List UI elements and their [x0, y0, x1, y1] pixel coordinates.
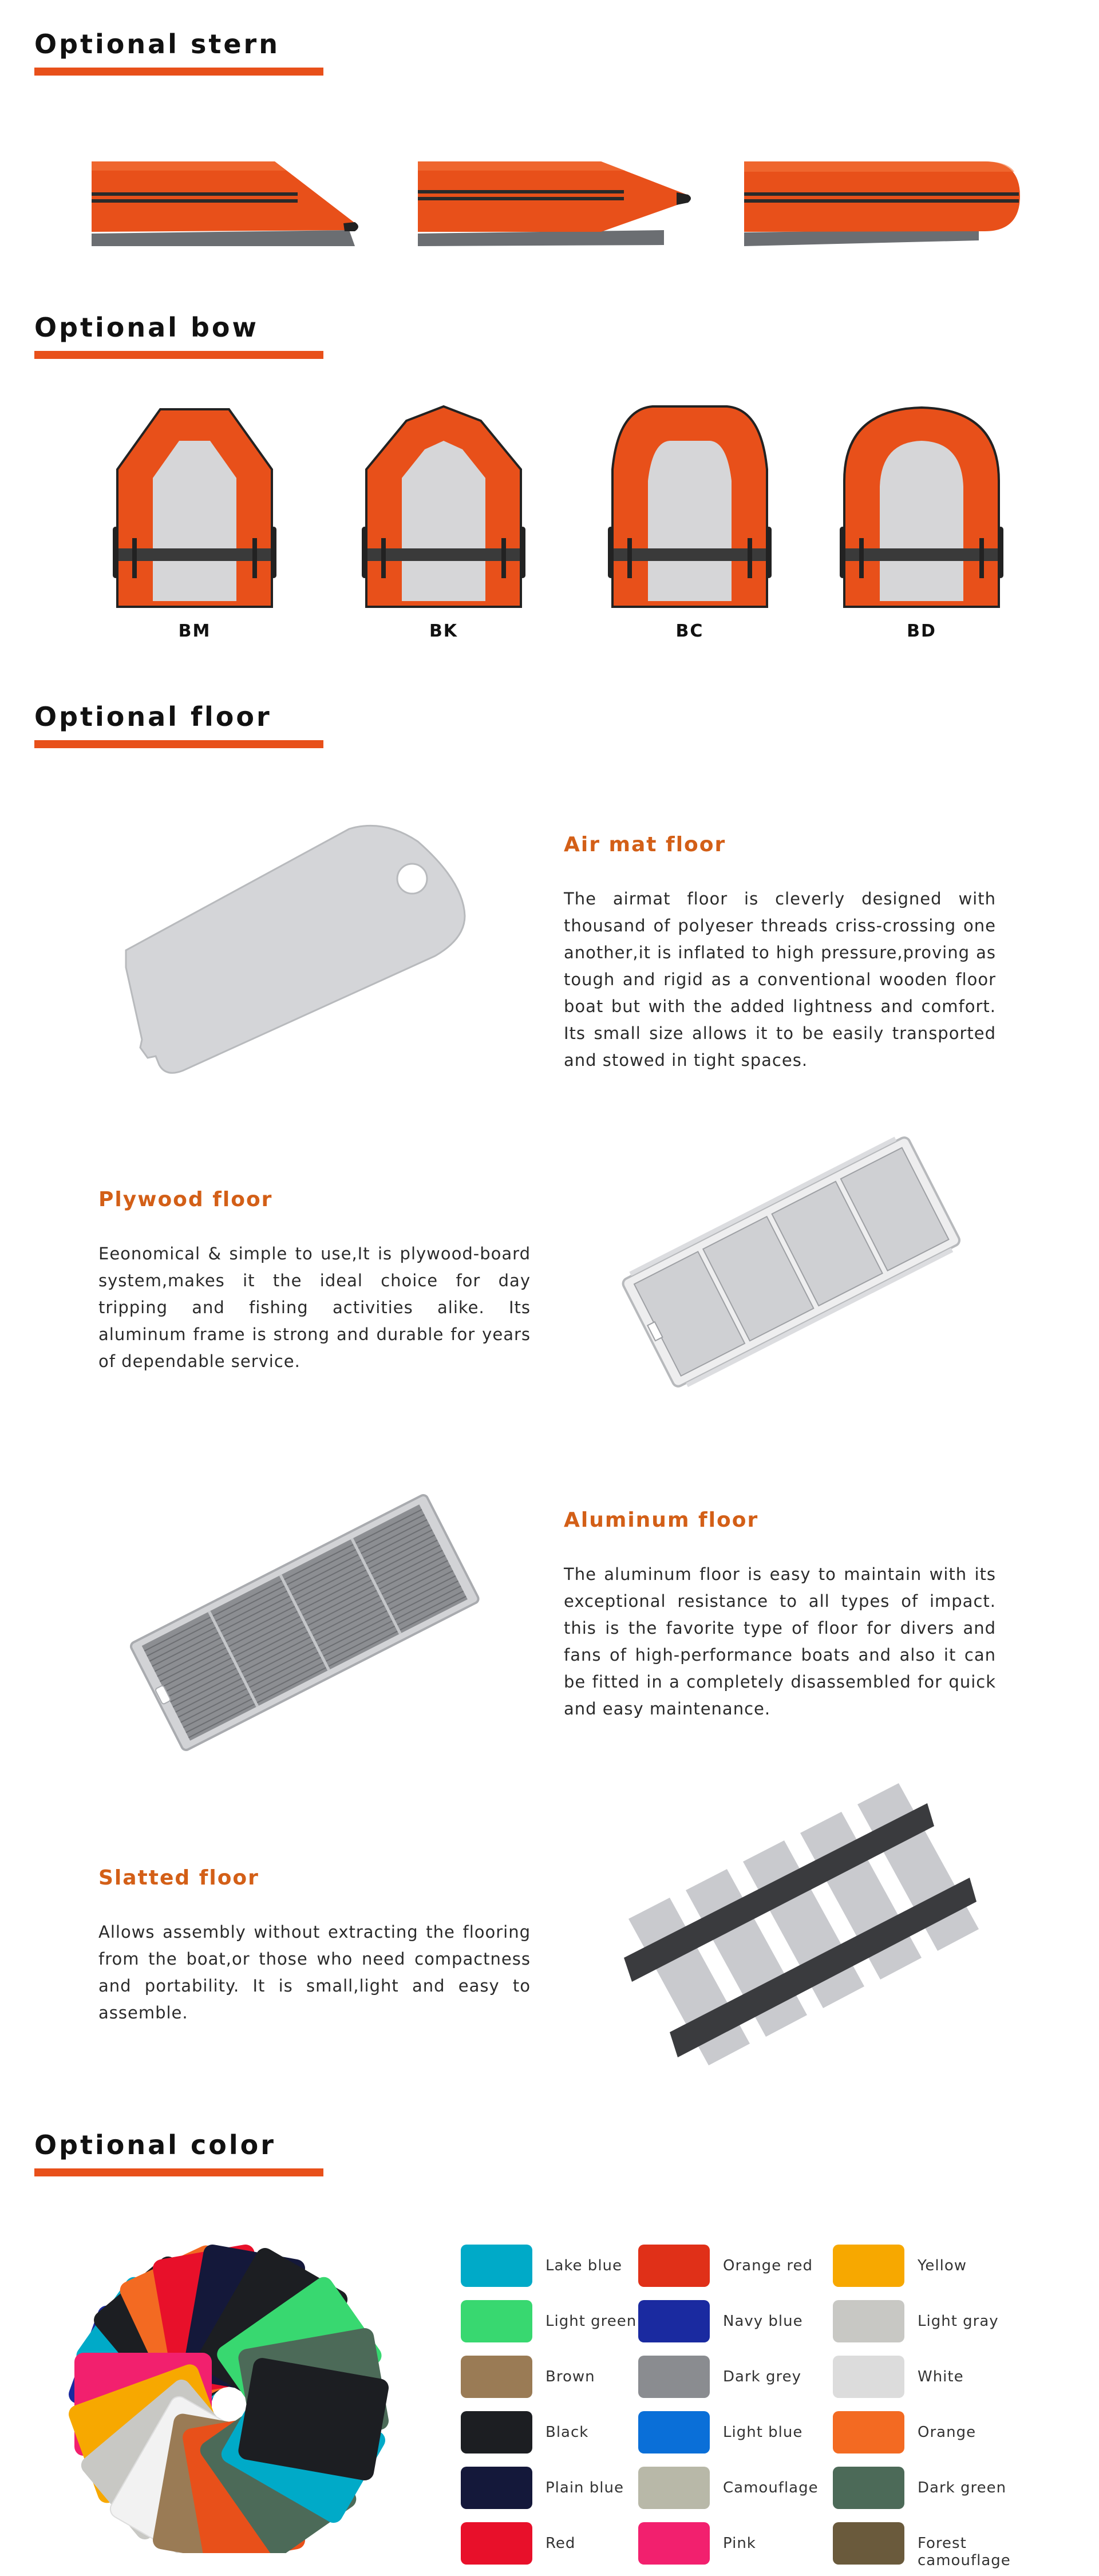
bow-bm-boat — [112, 401, 278, 613]
bow-bc-boat — [607, 401, 773, 613]
swatch-red — [461, 2522, 532, 2565]
swatch-black — [461, 2411, 532, 2453]
aluminum-floor-text: The aluminum floor is easy to maintain with its exceptional resistance to all types of impact. this is the favorite type of floor for divers and fans of high-performance boats and also it can be fitted in a completely disassembled for quick and easy maintenance. — [564, 1564, 996, 1718]
swatch-label: Camouflage — [723, 2479, 819, 2496]
swatch-label: Red — [545, 2535, 576, 2552]
plywood-floor-title: Plywood floor — [98, 1188, 273, 1211]
stern-tube-pointed — [86, 155, 378, 258]
swatch-label: Navy blue — [723, 2313, 803, 2330]
swatch-label: Light gray — [918, 2313, 999, 2330]
stern-heading — [34, 29, 323, 76]
color-heading — [34, 2129, 323, 2176]
air-mat-floor-title: Air mat floor — [564, 833, 726, 856]
swatch-lake-blue — [461, 2245, 532, 2287]
floor-title: Optional floor — [34, 701, 272, 732]
swatch-orange — [833, 2411, 904, 2453]
plywood-floor-image — [607, 1116, 973, 1402]
swatch-light-gray — [833, 2300, 904, 2342]
swatch-light-blue — [638, 2411, 710, 2453]
swatch-dark-grey — [638, 2356, 710, 2398]
aluminum-floor-title: Aluminum floor — [564, 1508, 759, 1532]
bow-bd-boat — [839, 401, 1005, 613]
swatch-brown — [461, 2356, 532, 2398]
bow-title: Optional bow — [34, 312, 259, 343]
swatch-label: Plain blue — [545, 2479, 624, 2496]
swatch-yellow — [833, 2245, 904, 2287]
swatch-pink — [638, 2522, 710, 2565]
swatch-plain-blue — [461, 2467, 532, 2509]
swatch-label: Forest camouflage — [918, 2535, 1011, 2569]
air-mat-floor-image — [114, 819, 481, 1076]
air-mat-floor-text: The airmat floor is cleverly designed with thousand of polyeser threads criss-crossing one another,it is inflated to high pressure,proving as tough and rigid as a conventional wooden floor boat but with the added lightness and comfort. Its small size allows it to be easily transported and stowed in tight spaces. — [564, 889, 996, 1070]
swatch-label: Black — [545, 2424, 589, 2441]
swatch-light-green — [461, 2300, 532, 2342]
swatch-label: Orange — [918, 2424, 977, 2441]
swatch-orange-red — [638, 2245, 710, 2287]
stern-underline — [34, 68, 323, 76]
stern-title: Optional stern — [34, 29, 280, 60]
slatted-floor-text: Allows assembly without extracting the flooring from the boat,or those who need compactness and portability. It is small,light and easy to assemble. — [98, 1922, 531, 2022]
bow-underline — [34, 351, 323, 359]
swatch-dark-green — [833, 2467, 904, 2509]
swatch-label: Pink — [723, 2535, 756, 2552]
bow-label-bc: BC — [675, 621, 704, 641]
swatch-label: Orange red — [723, 2257, 813, 2274]
bow-bk-boat — [361, 401, 527, 613]
bow-label-bd: BD — [907, 621, 936, 641]
color-underline — [34, 2168, 323, 2176]
floor-underline — [34, 740, 323, 748]
plywood-floor-text: Eeonomical & simple to use,It is plywood-board system,makes it the ideal choice for day tripping and fishing activities alike. Its aluminum frame is strong and durable for years of dependable service. — [98, 1244, 531, 1371]
swatch-label: Lake blue — [545, 2257, 623, 2274]
swatch-label: Dark grey — [723, 2368, 801, 2385]
stern-tube-cone — [412, 155, 704, 258]
swatch-label: White — [918, 2368, 964, 2385]
floor-heading — [34, 701, 323, 748]
bow-label-bk: BK — [429, 621, 458, 641]
swatch-label: Brown — [545, 2368, 595, 2385]
slatted-floor-image — [618, 1769, 990, 2089]
bow-label-bm: BM — [178, 621, 211, 641]
bow-heading — [34, 312, 323, 359]
swatch-label: Dark green — [918, 2479, 1007, 2496]
swatch-camouflage — [638, 2467, 710, 2509]
color-fan-image — [57, 2233, 401, 2553]
swatch-navy-blue — [638, 2300, 710, 2342]
swatch-label: Light blue — [723, 2424, 803, 2441]
stern-tube-round — [738, 155, 1030, 258]
swatch-white — [833, 2356, 904, 2398]
aluminum-floor-image — [114, 1477, 492, 1763]
swatch-label: Yellow — [918, 2257, 967, 2274]
slatted-floor-title: Slatted floor — [98, 1866, 259, 1890]
swatch-label: Light green — [545, 2313, 637, 2330]
color-title: Optional color — [34, 2129, 276, 2160]
swatch-forest-camouflage — [833, 2522, 904, 2565]
